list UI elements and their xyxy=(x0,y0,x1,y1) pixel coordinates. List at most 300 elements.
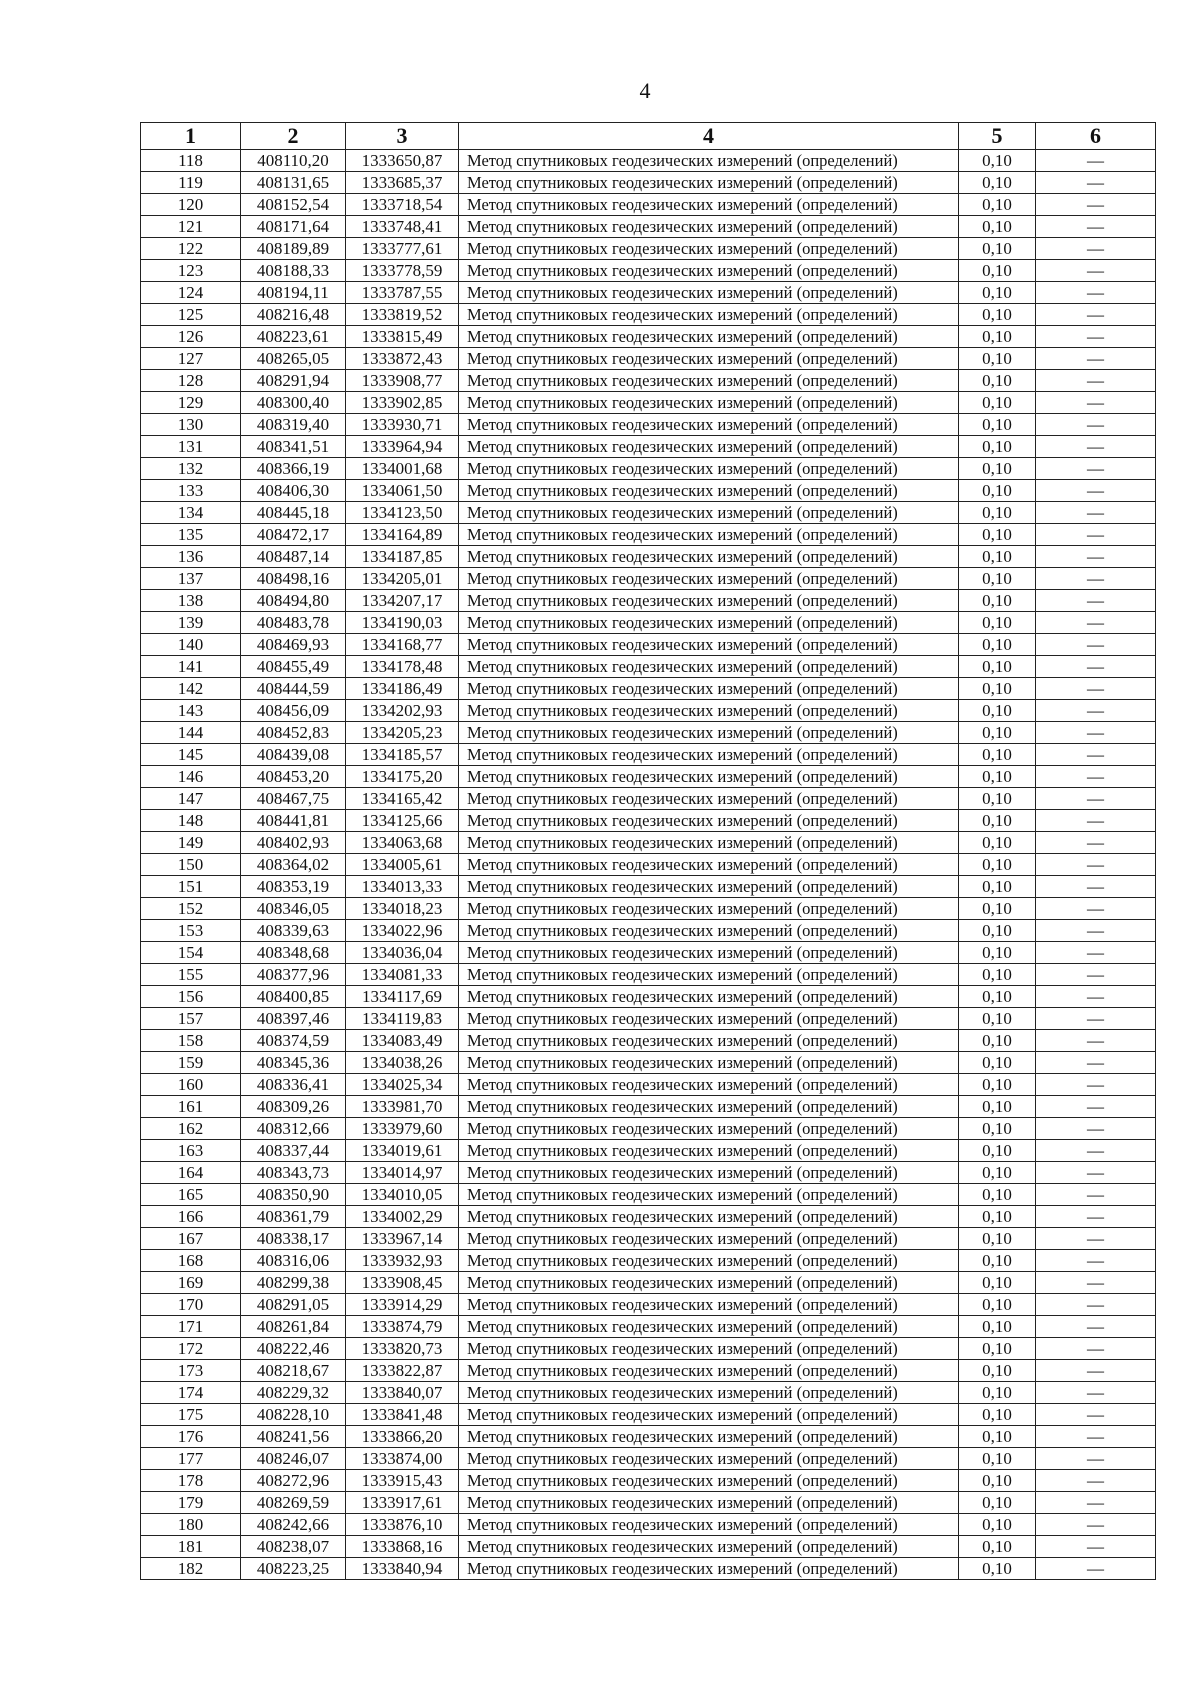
note-cell: — xyxy=(1036,1184,1156,1206)
method-cell: Метод спутниковых геодезических измерений (определений) xyxy=(459,1096,959,1118)
method-cell: Метод спутниковых геодезических измерений (определений) xyxy=(459,348,959,370)
method-cell: Метод спутниковых геодезических измерений (определений) xyxy=(459,1382,959,1404)
point-number-cell: 155 xyxy=(141,964,241,986)
note-cell: — xyxy=(1036,590,1156,612)
point-number-cell: 120 xyxy=(141,194,241,216)
note-cell: — xyxy=(1036,854,1156,876)
note-cell: — xyxy=(1036,502,1156,524)
y-coordinate-cell: 1334014,97 xyxy=(346,1162,459,1184)
method-cell: Метод спутниковых геодезических измерений (определений) xyxy=(459,898,959,920)
x-coordinate-cell: 408494,80 xyxy=(241,590,346,612)
method-cell: Метод спутниковых геодезических измерений (определений) xyxy=(459,964,959,986)
note-cell: — xyxy=(1036,370,1156,392)
point-number-cell: 140 xyxy=(141,634,241,656)
method-cell: Метод спутниковых геодезических измерений (определений) xyxy=(459,722,959,744)
x-coordinate-cell: 408131,65 xyxy=(241,172,346,194)
accuracy-cell: 0,10 xyxy=(959,1162,1036,1184)
accuracy-cell: 0,10 xyxy=(959,854,1036,876)
table-row xyxy=(141,1250,1156,1272)
method-cell: Метод спутниковых геодезических измерений (определений) xyxy=(459,1514,959,1536)
x-coordinate-cell: 408152,54 xyxy=(241,194,346,216)
table-row xyxy=(141,722,1156,744)
method-cell: Метод спутниковых геодезических измерений (определений) xyxy=(459,260,959,282)
y-coordinate-cell: 1334168,77 xyxy=(346,634,459,656)
y-coordinate-cell: 1333932,93 xyxy=(346,1250,459,1272)
y-coordinate-cell: 1334061,50 xyxy=(346,480,459,502)
accuracy-cell: 0,10 xyxy=(959,1272,1036,1294)
y-coordinate-cell: 1334205,01 xyxy=(346,568,459,590)
y-coordinate-cell: 1334117,69 xyxy=(346,986,459,1008)
table-row xyxy=(141,1514,1156,1536)
point-number-cell: 162 xyxy=(141,1118,241,1140)
accuracy-cell: 0,10 xyxy=(959,282,1036,304)
y-coordinate-cell: 1334022,96 xyxy=(346,920,459,942)
point-number-cell: 128 xyxy=(141,370,241,392)
x-coordinate-cell: 408110,20 xyxy=(241,150,346,172)
note-cell: — xyxy=(1036,1206,1156,1228)
table-row xyxy=(141,898,1156,920)
table-row xyxy=(141,546,1156,568)
x-coordinate-cell: 408229,32 xyxy=(241,1382,346,1404)
method-cell: Метод спутниковых геодезических измерений (определений) xyxy=(459,942,959,964)
accuracy-cell: 0,10 xyxy=(959,326,1036,348)
y-coordinate-cell: 1334119,83 xyxy=(346,1008,459,1030)
method-cell: Метод спутниковых геодезических измерений (определений) xyxy=(459,1162,959,1184)
table-row xyxy=(141,194,1156,216)
method-cell: Метод спутниковых геодезических измерений (определений) xyxy=(459,480,959,502)
accuracy-cell: 0,10 xyxy=(959,1184,1036,1206)
point-number-cell: 174 xyxy=(141,1382,241,1404)
table-header-row xyxy=(141,123,1156,150)
y-coordinate-cell: 1334175,20 xyxy=(346,766,459,788)
accuracy-cell: 0,10 xyxy=(959,1250,1036,1272)
accuracy-cell: 0,10 xyxy=(959,678,1036,700)
note-cell: — xyxy=(1036,1536,1156,1558)
header-col-1: 1 xyxy=(141,123,241,150)
y-coordinate-cell: 1333822,87 xyxy=(346,1360,459,1382)
x-coordinate-cell: 408341,51 xyxy=(241,436,346,458)
x-coordinate-cell: 408194,11 xyxy=(241,282,346,304)
method-cell: Метод спутниковых геодезических измерений (определений) xyxy=(459,150,959,172)
table-row xyxy=(141,1074,1156,1096)
table-row xyxy=(141,1338,1156,1360)
note-cell: — xyxy=(1036,986,1156,1008)
x-coordinate-cell: 408487,14 xyxy=(241,546,346,568)
note-cell: — xyxy=(1036,1030,1156,1052)
accuracy-cell: 0,10 xyxy=(959,392,1036,414)
x-coordinate-cell: 408350,90 xyxy=(241,1184,346,1206)
x-coordinate-cell: 408312,66 xyxy=(241,1118,346,1140)
table-row xyxy=(141,414,1156,436)
table-row xyxy=(141,1272,1156,1294)
x-coordinate-cell: 408498,16 xyxy=(241,568,346,590)
point-number-cell: 170 xyxy=(141,1294,241,1316)
accuracy-cell: 0,10 xyxy=(959,1514,1036,1536)
point-number-cell: 145 xyxy=(141,744,241,766)
table-row xyxy=(141,942,1156,964)
accuracy-cell: 0,10 xyxy=(959,1074,1036,1096)
point-number-cell: 134 xyxy=(141,502,241,524)
table-row xyxy=(141,634,1156,656)
note-cell: — xyxy=(1036,1074,1156,1096)
accuracy-cell: 0,10 xyxy=(959,194,1036,216)
y-coordinate-cell: 1334063,68 xyxy=(346,832,459,854)
y-coordinate-cell: 1334185,57 xyxy=(346,744,459,766)
x-coordinate-cell: 408339,63 xyxy=(241,920,346,942)
method-cell: Метод спутниковых геодезических измерений (определений) xyxy=(459,1272,959,1294)
accuracy-cell: 0,10 xyxy=(959,568,1036,590)
accuracy-cell: 0,10 xyxy=(959,524,1036,546)
table-row xyxy=(141,678,1156,700)
note-cell: — xyxy=(1036,304,1156,326)
note-cell: — xyxy=(1036,480,1156,502)
y-coordinate-cell: 1333981,70 xyxy=(346,1096,459,1118)
note-cell: — xyxy=(1036,414,1156,436)
point-number-cell: 180 xyxy=(141,1514,241,1536)
table-row xyxy=(141,326,1156,348)
accuracy-cell: 0,10 xyxy=(959,1140,1036,1162)
method-cell: Метод спутниковых геодезических измерений (определений) xyxy=(459,172,959,194)
accuracy-cell: 0,10 xyxy=(959,1492,1036,1514)
x-coordinate-cell: 408402,93 xyxy=(241,832,346,854)
table-row xyxy=(141,832,1156,854)
y-coordinate-cell: 1334190,03 xyxy=(346,612,459,634)
note-cell: — xyxy=(1036,524,1156,546)
x-coordinate-cell: 408228,10 xyxy=(241,1404,346,1426)
method-cell: Метод спутниковых геодезических измерений (определений) xyxy=(459,1294,959,1316)
x-coordinate-cell: 408377,96 xyxy=(241,964,346,986)
table-row xyxy=(141,1360,1156,1382)
accuracy-cell: 0,10 xyxy=(959,590,1036,612)
table-row xyxy=(141,568,1156,590)
y-coordinate-cell: 1333685,37 xyxy=(346,172,459,194)
x-coordinate-cell: 408272,96 xyxy=(241,1470,346,1492)
point-number-cell: 172 xyxy=(141,1338,241,1360)
method-cell: Метод спутниковых геодезических измерений (определений) xyxy=(459,458,959,480)
accuracy-cell: 0,10 xyxy=(959,216,1036,238)
x-coordinate-cell: 408439,08 xyxy=(241,744,346,766)
accuracy-cell: 0,10 xyxy=(959,788,1036,810)
method-cell: Метод спутниковых геодезических измерений (определений) xyxy=(459,1536,959,1558)
note-cell: — xyxy=(1036,326,1156,348)
note-cell: — xyxy=(1036,1382,1156,1404)
point-number-cell: 169 xyxy=(141,1272,241,1294)
accuracy-cell: 0,10 xyxy=(959,1294,1036,1316)
table-body xyxy=(141,150,1156,1580)
method-cell: Метод спутниковых геодезических измерений (определений) xyxy=(459,876,959,898)
note-cell: — xyxy=(1036,898,1156,920)
y-coordinate-cell: 1334081,33 xyxy=(346,964,459,986)
y-coordinate-cell: 1334186,49 xyxy=(346,678,459,700)
point-number-cell: 138 xyxy=(141,590,241,612)
x-coordinate-cell: 408364,02 xyxy=(241,854,346,876)
y-coordinate-cell: 1333876,10 xyxy=(346,1514,459,1536)
method-cell: Метод спутниковых геодезических измерений (определений) xyxy=(459,788,959,810)
header-col-6: 6 xyxy=(1036,123,1156,150)
x-coordinate-cell: 408291,94 xyxy=(241,370,346,392)
accuracy-cell: 0,10 xyxy=(959,1558,1036,1580)
point-number-cell: 152 xyxy=(141,898,241,920)
method-cell: Метод спутниковых геодезических измерений (определений) xyxy=(459,1558,959,1580)
accuracy-cell: 0,10 xyxy=(959,766,1036,788)
table-row xyxy=(141,502,1156,524)
point-number-cell: 127 xyxy=(141,348,241,370)
y-coordinate-cell: 1333841,48 xyxy=(346,1404,459,1426)
table-row xyxy=(141,1206,1156,1228)
method-cell: Метод спутниковых геодезических измерений (определений) xyxy=(459,832,959,854)
note-cell: — xyxy=(1036,1294,1156,1316)
accuracy-cell: 0,10 xyxy=(959,502,1036,524)
note-cell: — xyxy=(1036,920,1156,942)
x-coordinate-cell: 408456,09 xyxy=(241,700,346,722)
x-coordinate-cell: 408469,93 xyxy=(241,634,346,656)
table-row xyxy=(141,260,1156,282)
table-row xyxy=(141,150,1156,172)
y-coordinate-cell: 1334001,68 xyxy=(346,458,459,480)
point-number-cell: 148 xyxy=(141,810,241,832)
table-row xyxy=(141,788,1156,810)
method-cell: Метод спутниковых геодезических измерений (определений) xyxy=(459,1404,959,1426)
accuracy-cell: 0,10 xyxy=(959,920,1036,942)
point-number-cell: 135 xyxy=(141,524,241,546)
accuracy-cell: 0,10 xyxy=(959,1008,1036,1030)
table-row xyxy=(141,920,1156,942)
x-coordinate-cell: 408444,59 xyxy=(241,678,346,700)
point-number-cell: 177 xyxy=(141,1448,241,1470)
method-cell: Метод спутниковых геодезических измерений (определений) xyxy=(459,1030,959,1052)
note-cell: — xyxy=(1036,766,1156,788)
point-number-cell: 179 xyxy=(141,1492,241,1514)
x-coordinate-cell: 408343,73 xyxy=(241,1162,346,1184)
point-number-cell: 146 xyxy=(141,766,241,788)
method-cell: Метод спутниковых геодезических измерений (определений) xyxy=(459,282,959,304)
note-cell: — xyxy=(1036,238,1156,260)
x-coordinate-cell: 408366,19 xyxy=(241,458,346,480)
method-cell: Метод спутниковых геодезических измерений (определений) xyxy=(459,1426,959,1448)
x-coordinate-cell: 408309,26 xyxy=(241,1096,346,1118)
y-coordinate-cell: 1334005,61 xyxy=(346,854,459,876)
point-number-cell: 150 xyxy=(141,854,241,876)
table-row xyxy=(141,612,1156,634)
point-number-cell: 139 xyxy=(141,612,241,634)
note-cell: — xyxy=(1036,1470,1156,1492)
x-coordinate-cell: 408242,66 xyxy=(241,1514,346,1536)
method-cell: Метод спутниковых геодезических измерений (определений) xyxy=(459,1360,959,1382)
note-cell: — xyxy=(1036,1404,1156,1426)
y-coordinate-cell: 1333787,55 xyxy=(346,282,459,304)
table-row xyxy=(141,1558,1156,1580)
y-coordinate-cell: 1333874,00 xyxy=(346,1448,459,1470)
y-coordinate-cell: 1333840,07 xyxy=(346,1382,459,1404)
x-coordinate-cell: 408316,06 xyxy=(241,1250,346,1272)
x-coordinate-cell: 408337,44 xyxy=(241,1140,346,1162)
method-cell: Метод спутниковых геодезических измерений (определений) xyxy=(459,1470,959,1492)
method-cell: Метод спутниковых геодезических измерений (определений) xyxy=(459,1052,959,1074)
point-number-cell: 136 xyxy=(141,546,241,568)
y-coordinate-cell: 1334202,93 xyxy=(346,700,459,722)
x-coordinate-cell: 408223,61 xyxy=(241,326,346,348)
accuracy-cell: 0,10 xyxy=(959,370,1036,392)
table-row xyxy=(141,810,1156,832)
accuracy-cell: 0,10 xyxy=(959,634,1036,656)
x-coordinate-cell: 408445,18 xyxy=(241,502,346,524)
table-row xyxy=(141,1096,1156,1118)
accuracy-cell: 0,10 xyxy=(959,304,1036,326)
x-coordinate-cell: 408346,05 xyxy=(241,898,346,920)
point-number-cell: 157 xyxy=(141,1008,241,1030)
x-coordinate-cell: 408238,07 xyxy=(241,1536,346,1558)
note-cell: — xyxy=(1036,612,1156,634)
y-coordinate-cell: 1333819,52 xyxy=(346,304,459,326)
table-row xyxy=(141,1492,1156,1514)
y-coordinate-cell: 1333914,29 xyxy=(346,1294,459,1316)
accuracy-cell: 0,10 xyxy=(959,1316,1036,1338)
point-number-cell: 131 xyxy=(141,436,241,458)
accuracy-cell: 0,10 xyxy=(959,700,1036,722)
method-cell: Метод спутниковых геодезических измерений (определений) xyxy=(459,546,959,568)
method-cell: Метод спутниковых геодезических измерений (определений) xyxy=(459,854,959,876)
table-row xyxy=(141,766,1156,788)
accuracy-cell: 0,10 xyxy=(959,1096,1036,1118)
method-cell: Метод спутниковых геодезических измерений (определений) xyxy=(459,436,959,458)
method-cell: Метод спутниковых геодезических измерений (определений) xyxy=(459,326,959,348)
method-cell: Метод спутниковых геодезических измерений (определений) xyxy=(459,1118,959,1140)
x-coordinate-cell: 408353,19 xyxy=(241,876,346,898)
point-number-cell: 176 xyxy=(141,1426,241,1448)
table-row xyxy=(141,1162,1156,1184)
note-cell: — xyxy=(1036,1514,1156,1536)
accuracy-cell: 0,10 xyxy=(959,1404,1036,1426)
note-cell: — xyxy=(1036,282,1156,304)
note-cell: — xyxy=(1036,1360,1156,1382)
method-cell: Метод спутниковых геодезических измерений (определений) xyxy=(459,502,959,524)
note-cell: — xyxy=(1036,1338,1156,1360)
table-row xyxy=(141,1008,1156,1030)
y-coordinate-cell: 1334019,61 xyxy=(346,1140,459,1162)
note-cell: — xyxy=(1036,1162,1156,1184)
x-coordinate-cell: 408374,59 xyxy=(241,1030,346,1052)
accuracy-cell: 0,10 xyxy=(959,458,1036,480)
note-cell: — xyxy=(1036,194,1156,216)
note-cell: — xyxy=(1036,700,1156,722)
accuracy-cell: 0,10 xyxy=(959,942,1036,964)
x-coordinate-cell: 408222,46 xyxy=(241,1338,346,1360)
accuracy-cell: 0,10 xyxy=(959,832,1036,854)
method-cell: Метод спутниковых геодезических измерений (определений) xyxy=(459,986,959,1008)
x-coordinate-cell: 408441,81 xyxy=(241,810,346,832)
note-cell: — xyxy=(1036,216,1156,238)
note-cell: — xyxy=(1036,678,1156,700)
y-coordinate-cell: 1333840,94 xyxy=(346,1558,459,1580)
accuracy-cell: 0,10 xyxy=(959,414,1036,436)
note-cell: — xyxy=(1036,810,1156,832)
header-col-2: 2 xyxy=(241,123,346,150)
note-cell: — xyxy=(1036,1558,1156,1580)
x-coordinate-cell: 408453,20 xyxy=(241,766,346,788)
y-coordinate-cell: 1334018,23 xyxy=(346,898,459,920)
accuracy-cell: 0,10 xyxy=(959,348,1036,370)
table-row xyxy=(141,436,1156,458)
x-coordinate-cell: 408483,78 xyxy=(241,612,346,634)
point-number-cell: 147 xyxy=(141,788,241,810)
y-coordinate-cell: 1334123,50 xyxy=(346,502,459,524)
point-number-cell: 119 xyxy=(141,172,241,194)
table-row xyxy=(141,1228,1156,1250)
x-coordinate-cell: 408300,40 xyxy=(241,392,346,414)
x-coordinate-cell: 408319,40 xyxy=(241,414,346,436)
note-cell: — xyxy=(1036,722,1156,744)
note-cell: — xyxy=(1036,1426,1156,1448)
y-coordinate-cell: 1333650,87 xyxy=(346,150,459,172)
accuracy-cell: 0,10 xyxy=(959,1030,1036,1052)
note-cell: — xyxy=(1036,392,1156,414)
y-coordinate-cell: 1333748,41 xyxy=(346,216,459,238)
point-number-cell: 154 xyxy=(141,942,241,964)
y-coordinate-cell: 1333874,79 xyxy=(346,1316,459,1338)
note-cell: — xyxy=(1036,1316,1156,1338)
y-coordinate-cell: 1333908,77 xyxy=(346,370,459,392)
y-coordinate-cell: 1334125,66 xyxy=(346,810,459,832)
y-coordinate-cell: 1333866,20 xyxy=(346,1426,459,1448)
note-cell: — xyxy=(1036,1052,1156,1074)
y-coordinate-cell: 1333967,14 xyxy=(346,1228,459,1250)
method-cell: Метод спутниковых геодезических измерений (определений) xyxy=(459,656,959,678)
point-number-cell: 143 xyxy=(141,700,241,722)
table-row xyxy=(141,238,1156,260)
x-coordinate-cell: 408241,56 xyxy=(241,1426,346,1448)
y-coordinate-cell: 1334187,85 xyxy=(346,546,459,568)
point-number-cell: 163 xyxy=(141,1140,241,1162)
y-coordinate-cell: 1334207,17 xyxy=(346,590,459,612)
method-cell: Метод спутниковых геодезических измерений (определений) xyxy=(459,920,959,942)
point-number-cell: 149 xyxy=(141,832,241,854)
note-cell: — xyxy=(1036,1008,1156,1030)
note-cell: — xyxy=(1036,1250,1156,1272)
x-coordinate-cell: 408338,17 xyxy=(241,1228,346,1250)
point-number-cell: 168 xyxy=(141,1250,241,1272)
point-number-cell: 144 xyxy=(141,722,241,744)
x-coordinate-cell: 408348,68 xyxy=(241,942,346,964)
method-cell: Метод спутниковых геодезических измерений (определений) xyxy=(459,1316,959,1338)
point-number-cell: 158 xyxy=(141,1030,241,1052)
accuracy-cell: 0,10 xyxy=(959,1360,1036,1382)
y-coordinate-cell: 1334002,29 xyxy=(346,1206,459,1228)
y-coordinate-cell: 1334010,05 xyxy=(346,1184,459,1206)
note-cell: — xyxy=(1036,458,1156,480)
table-row xyxy=(141,986,1156,1008)
point-number-cell: 124 xyxy=(141,282,241,304)
note-cell: — xyxy=(1036,876,1156,898)
method-cell: Метод спутниковых геодезических измерений (определений) xyxy=(459,744,959,766)
accuracy-cell: 0,10 xyxy=(959,986,1036,1008)
accuracy-cell: 0,10 xyxy=(959,1338,1036,1360)
point-number-cell: 173 xyxy=(141,1360,241,1382)
table-row xyxy=(141,1536,1156,1558)
point-number-cell: 156 xyxy=(141,986,241,1008)
table-row xyxy=(141,1470,1156,1492)
note-cell: — xyxy=(1036,546,1156,568)
accuracy-cell: 0,10 xyxy=(959,612,1036,634)
y-coordinate-cell: 1333964,94 xyxy=(346,436,459,458)
header-col-5: 5 xyxy=(959,123,1036,150)
point-number-cell: 164 xyxy=(141,1162,241,1184)
point-number-cell: 126 xyxy=(141,326,241,348)
table-row xyxy=(141,964,1156,986)
point-number-cell: 182 xyxy=(141,1558,241,1580)
table-row xyxy=(141,348,1156,370)
accuracy-cell: 0,10 xyxy=(959,1118,1036,1140)
accuracy-cell: 0,10 xyxy=(959,1052,1036,1074)
